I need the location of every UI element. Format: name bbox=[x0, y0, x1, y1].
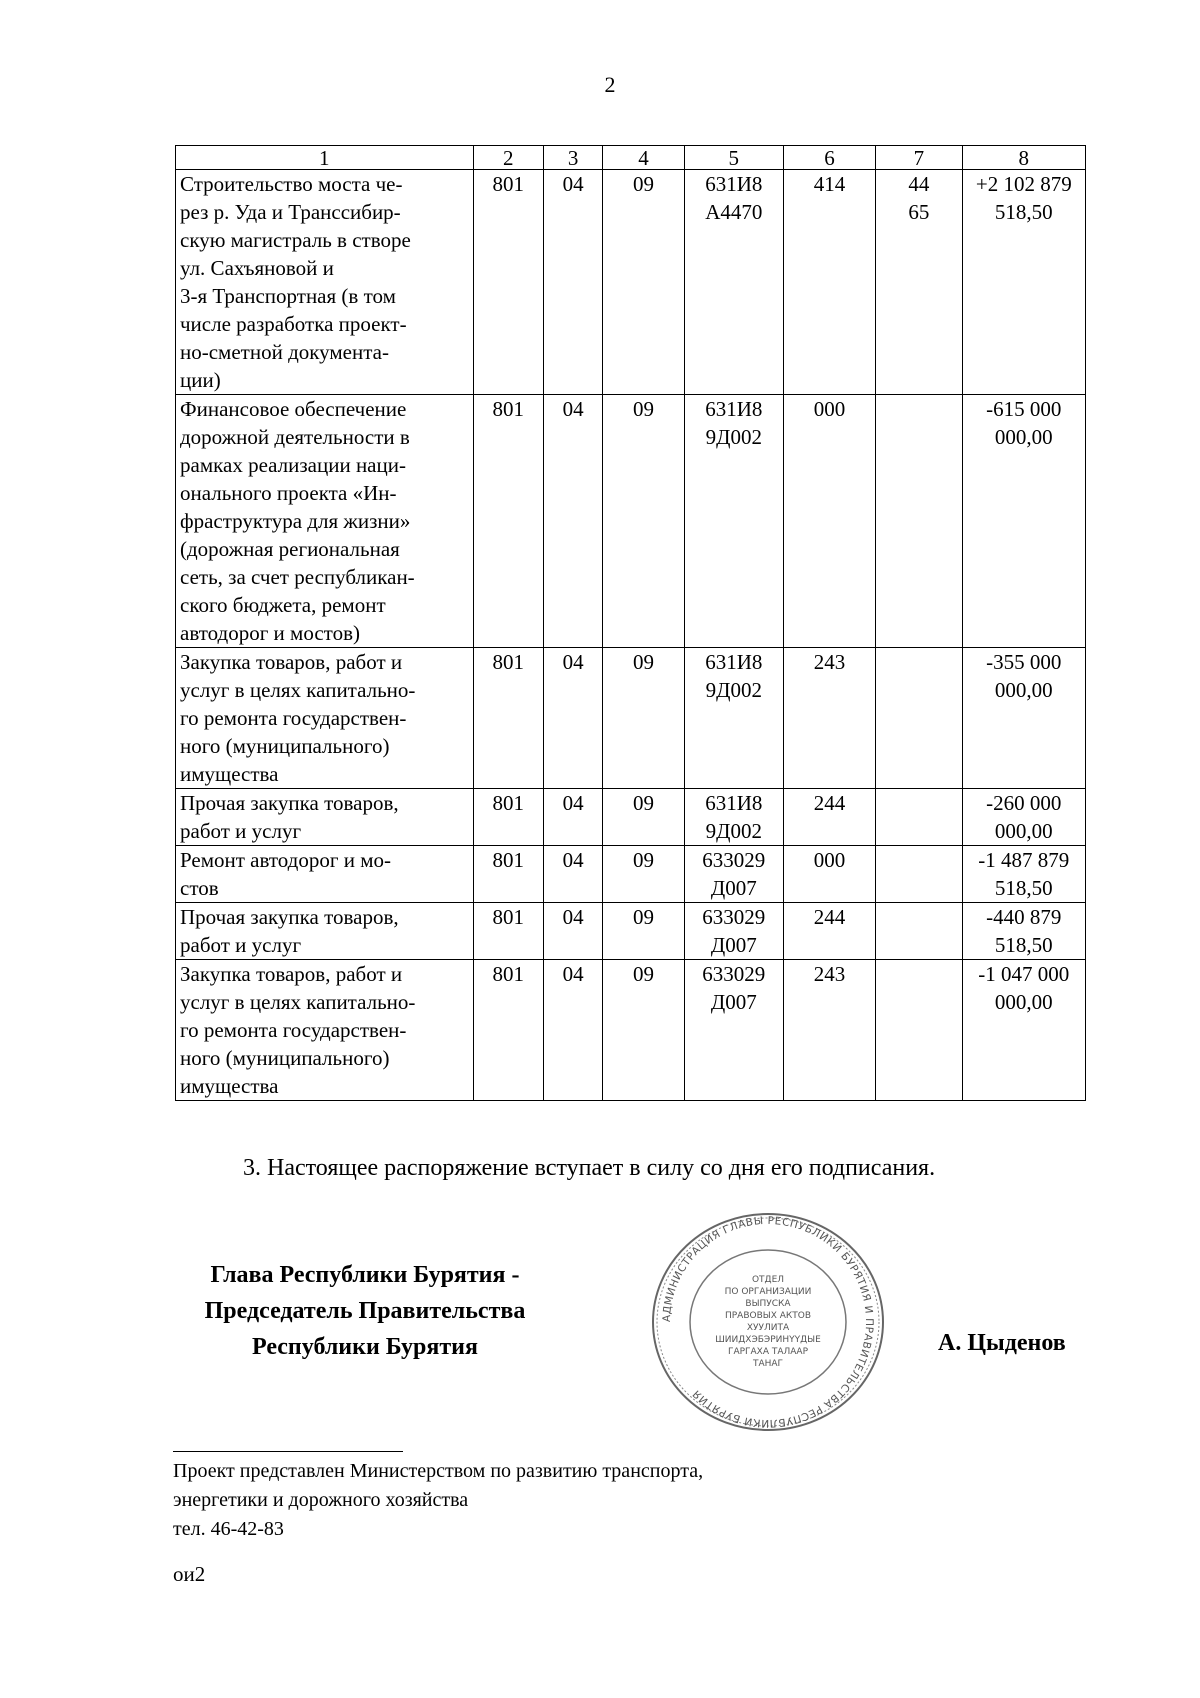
cell-line: 633029 bbox=[702, 848, 766, 872]
subsection-code-cell: 09 bbox=[603, 170, 684, 395]
stamp-center-line: ПО ОРГАНИЗАЦИИ bbox=[724, 1287, 812, 1297]
ministry-code-cell: 801 bbox=[473, 960, 543, 1101]
position-line: Председатель Правительства bbox=[204, 1298, 526, 1324]
cell-line: го ремонта государствен- bbox=[180, 706, 407, 730]
cell-line: 3-я Транспортная (в том bbox=[180, 284, 396, 308]
code-cell bbox=[876, 395, 963, 648]
stamp-center-line: ОТДЕЛ bbox=[751, 1275, 785, 1285]
cell-line: -1 047 000 bbox=[978, 962, 1070, 986]
target-article-cell bbox=[684, 789, 784, 846]
column-header-2: 2 bbox=[473, 146, 543, 170]
table-row bbox=[176, 170, 1086, 395]
position-line: Глава Республики Бурятия - bbox=[210, 1262, 520, 1288]
target-article-cell bbox=[684, 170, 784, 395]
subsection-code-cell: 09 bbox=[603, 903, 684, 960]
cell-line: 9Д002 bbox=[705, 819, 762, 843]
official-stamp bbox=[648, 1210, 888, 1435]
column-header-8: 8 bbox=[962, 146, 1085, 170]
cell-line: 631И8 bbox=[705, 172, 763, 196]
cell-line: автодорог и мостов) bbox=[180, 621, 360, 645]
expense-type-cell: 243 bbox=[784, 648, 876, 789]
cell-line: 518,50 bbox=[994, 876, 1053, 900]
column-header-3: 3 bbox=[543, 146, 603, 170]
column-header-6: 6 bbox=[784, 146, 876, 170]
cell-line: но-сметной документа- bbox=[180, 340, 389, 364]
code-cell bbox=[876, 789, 963, 846]
cell-line: -440 879 bbox=[986, 905, 1062, 929]
cell-line: Ремонт автодорог и мо- bbox=[180, 848, 392, 872]
amount-cell bbox=[962, 648, 1085, 789]
cell-line: 65 bbox=[908, 200, 930, 224]
section-code-cell: 04 bbox=[543, 648, 603, 789]
subsection-code-cell: 09 bbox=[603, 846, 684, 903]
cell-line: 000,00 bbox=[994, 990, 1053, 1014]
stamp-center-line: ШИИДХЭБЭРИНҮҮДЫЕ bbox=[715, 1335, 821, 1345]
table-row bbox=[176, 395, 1086, 648]
cell-line: го ремонта государствен- bbox=[180, 1018, 407, 1042]
document-code: ои2 bbox=[173, 1562, 206, 1586]
cell-line: Строительство моста че- bbox=[180, 172, 403, 196]
cell-line: ного (муниципального) bbox=[180, 734, 390, 758]
expense-name-cell bbox=[176, 648, 474, 789]
amount-cell bbox=[962, 903, 1085, 960]
cell-line: Закупка товаров, работ и bbox=[180, 650, 403, 674]
cell-line: Прочая закупка товаров, bbox=[180, 905, 399, 929]
column-header-5: 5 bbox=[684, 146, 784, 170]
target-article-cell bbox=[684, 960, 784, 1101]
ministry-code-cell: 801 bbox=[473, 846, 543, 903]
expense-type-cell: 243 bbox=[784, 960, 876, 1101]
cell-line: сеть, за счет республикан- bbox=[180, 565, 415, 589]
amount-cell bbox=[962, 395, 1085, 648]
amount-cell bbox=[962, 170, 1085, 395]
expense-name-cell bbox=[176, 395, 474, 648]
cell-line: услуг в целях капитально- bbox=[180, 990, 416, 1014]
code-cell bbox=[876, 648, 963, 789]
cell-line: -615 000 bbox=[986, 397, 1062, 421]
cell-line: онального проекта «Ин- bbox=[180, 481, 397, 505]
cell-line: 9Д002 bbox=[705, 425, 762, 449]
table-row bbox=[176, 903, 1086, 960]
section-code-cell: 04 bbox=[543, 960, 603, 1101]
cell-line: ского бюджета, ремонт bbox=[180, 593, 386, 617]
subsection-code-cell: 09 bbox=[603, 960, 684, 1101]
ministry-code-cell: 801 bbox=[473, 395, 543, 648]
column-header-1: 1 bbox=[176, 146, 474, 170]
cell-line: ул. Сахъяновой и bbox=[180, 256, 334, 280]
ministry-code-cell: 801 bbox=[473, 648, 543, 789]
code-cell bbox=[876, 903, 963, 960]
cell-line: скую магистраль в створе bbox=[180, 228, 411, 252]
stamp-center-line: ТАНАГ bbox=[752, 1359, 784, 1369]
code-cell bbox=[876, 960, 963, 1101]
position-line: Республики Бурятия bbox=[251, 1334, 478, 1360]
subsection-code-cell: 09 bbox=[603, 395, 684, 648]
table-row bbox=[176, 648, 1086, 789]
amount-cell bbox=[962, 960, 1085, 1101]
cell-line: имущества bbox=[180, 1074, 279, 1098]
expense-type-cell: 244 bbox=[784, 903, 876, 960]
footnote bbox=[173, 1457, 703, 1544]
ministry-code-cell: 801 bbox=[473, 170, 543, 395]
svg-text:АДМИНИСТРАЦИЯ ГЛАВЫ РЕСПУБЛИКИ bbox=[661, 1215, 875, 1429]
footnote-divider bbox=[173, 1451, 403, 1452]
cell-line: работ и услуг bbox=[180, 819, 302, 843]
cell-line: -355 000 bbox=[986, 650, 1062, 674]
cell-line: -260 000 bbox=[986, 791, 1062, 815]
expense-name-cell bbox=[176, 170, 474, 395]
cell-line: 000,00 bbox=[994, 819, 1053, 843]
cell-line: 631И8 bbox=[705, 650, 763, 674]
cell-line: -1 487 879 bbox=[978, 848, 1070, 872]
cell-line: Д007 bbox=[710, 876, 757, 900]
section-code-cell: 04 bbox=[543, 395, 603, 648]
cell-line: Прочая закупка товаров, bbox=[180, 791, 399, 815]
ministry-code-cell: 801 bbox=[473, 903, 543, 960]
table-row bbox=[176, 789, 1086, 846]
expense-type-cell: 414 bbox=[784, 170, 876, 395]
table-row bbox=[176, 960, 1086, 1101]
target-article-cell bbox=[684, 648, 784, 789]
table-row bbox=[176, 846, 1086, 903]
subsection-code-cell: 09 bbox=[603, 648, 684, 789]
cell-line: (дорожная региональная bbox=[180, 537, 400, 561]
cell-line: 9Д002 bbox=[705, 678, 762, 702]
stamp-center-line: ВЫПУСКА bbox=[745, 1299, 791, 1309]
table-header-row bbox=[176, 146, 1086, 170]
column-header-4: 4 bbox=[603, 146, 684, 170]
section-code-cell: 04 bbox=[543, 846, 603, 903]
footnote-phone: тел. 46-42-83 bbox=[173, 1518, 284, 1540]
stamp-outer-text: АДМИНИСТРАЦИЯ ГЛАВЫ РЕСПУБЛИКИ БУРЯТИЯ И ПРАВИТЕЛЬСТВА РЕСПУБЛИКИ БУРЯТИЯ bbox=[660, 1214, 876, 1430]
target-article-cell bbox=[684, 903, 784, 960]
expense-type-cell: 244 bbox=[784, 789, 876, 846]
target-article-cell bbox=[684, 846, 784, 903]
amount-cell bbox=[962, 789, 1085, 846]
cell-line: ного (муниципального) bbox=[180, 1046, 390, 1070]
cell-line: 633029 bbox=[702, 962, 766, 986]
code-cell bbox=[876, 846, 963, 903]
expense-name-cell bbox=[176, 846, 474, 903]
ministry-code-cell: 801 bbox=[473, 789, 543, 846]
expense-name-cell bbox=[176, 789, 474, 846]
cell-line: 44 bbox=[908, 172, 930, 196]
column-header-7: 7 bbox=[876, 146, 963, 170]
cell-line: услуг в целях капитально- bbox=[180, 678, 416, 702]
expense-name-cell bbox=[176, 960, 474, 1101]
cell-line: работ и услуг bbox=[180, 933, 302, 957]
section-code-cell: 04 bbox=[543, 789, 603, 846]
budget-table bbox=[175, 145, 1086, 1101]
cell-line: Закупка товаров, работ и bbox=[180, 962, 403, 986]
stamp-center-line: ПРАВОВЫХ АКТОВ bbox=[724, 1311, 812, 1321]
cell-line: Финансовое обеспечение bbox=[180, 397, 407, 421]
stamp-center-line: ГАРГАХА ТАЛААР bbox=[727, 1347, 809, 1357]
cell-line: рез р. Уда и Транссибир- bbox=[180, 200, 401, 224]
expense-type-cell: 000 bbox=[784, 846, 876, 903]
stamp-center-line: ХУУЛИТА bbox=[746, 1323, 790, 1333]
cell-line: 518,50 bbox=[994, 933, 1053, 957]
effective-clause: 3. Настоящее распоряжение вступает в силу со дня его подписания. bbox=[243, 1155, 936, 1181]
page-number: 2 bbox=[604, 72, 616, 97]
cell-line: ции) bbox=[180, 368, 221, 392]
cell-line: числе разработка проект- bbox=[180, 312, 407, 336]
amount-cell bbox=[962, 846, 1085, 903]
section-code-cell: 04 bbox=[543, 903, 603, 960]
section-code-cell: 04 bbox=[543, 170, 603, 395]
cell-line: 631И8 bbox=[705, 791, 763, 815]
expense-type-cell: 000 bbox=[784, 395, 876, 648]
cell-line: 000,00 bbox=[994, 678, 1053, 702]
cell-line: Д007 bbox=[710, 990, 757, 1014]
cell-line: 000,00 bbox=[994, 425, 1053, 449]
cell-line: 518,50 bbox=[994, 200, 1053, 224]
cell-line: дорожной деятельности в bbox=[180, 425, 410, 449]
cell-line: рамках реализации наци- bbox=[180, 453, 406, 477]
target-article-cell bbox=[684, 395, 784, 648]
cell-line: имущества bbox=[180, 762, 279, 786]
code-cell bbox=[876, 170, 963, 395]
cell-line: Д007 bbox=[710, 933, 757, 957]
cell-line: стов bbox=[180, 876, 219, 900]
expense-name-cell bbox=[176, 903, 474, 960]
cell-line: +2 102 879 bbox=[975, 172, 1072, 196]
subsection-code-cell: 09 bbox=[603, 789, 684, 846]
signer-name: А. Цыденов bbox=[938, 1330, 1066, 1356]
cell-line: 633029 bbox=[702, 905, 766, 929]
footnote-line: энергетики и дорожного хозяйства bbox=[173, 1489, 469, 1511]
signatory-position bbox=[170, 1257, 560, 1365]
cell-line: А4470 bbox=[705, 200, 763, 224]
cell-line: фраструктура для жизни» bbox=[180, 509, 411, 533]
footnote-line: Проект представлен Министерством по развитию транспорта, bbox=[173, 1460, 704, 1482]
cell-line: 631И8 bbox=[705, 397, 763, 421]
